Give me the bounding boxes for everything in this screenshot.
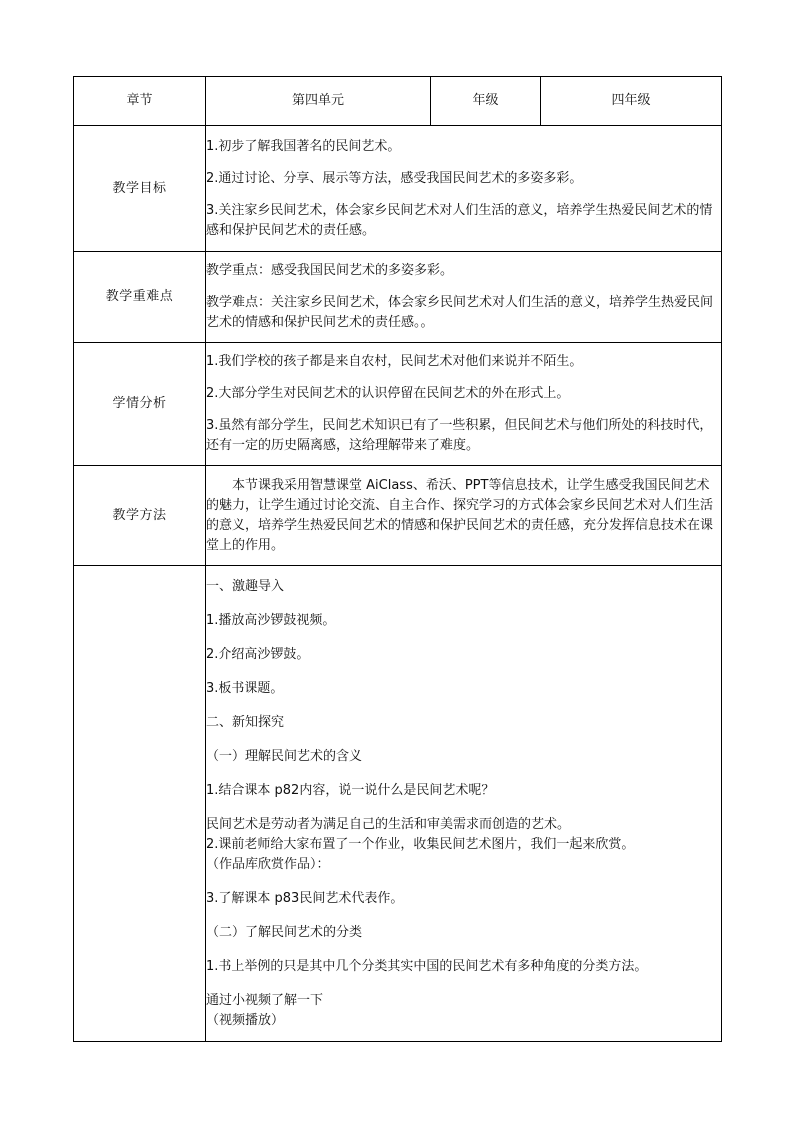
process-line: 一、激趣导入: [206, 578, 285, 594]
key-points-row: [74, 252, 722, 343]
goals-label: 教学目标: [74, 126, 206, 252]
chapter-label: 章节: [74, 77, 206, 126]
process-line: 1.书上举例的只是其中几个分类其实中国的民间艺术有多种角度的分类方法。: [206, 958, 648, 974]
process-line: （一）理解民间艺术的含义: [206, 748, 363, 764]
goal-item: 1.初步了解我国著名的民间艺术。: [206, 139, 401, 154]
lesson-plan-table: [73, 76, 722, 1042]
key-point-item: 教学难点：关注家乡民间艺术，体会家乡民间艺术对人们生活的意义，培养学生热爱民间艺术的情感和保护民间艺术的责任感。。: [206, 295, 714, 330]
method-text: 本节课我采用智慧课堂 AiClass、希沃、PPT等信息技术，让学生感受我国民间艺术的魅力，让学生通过讨论交流、自主合作、探究学习的方式体会家乡民间艺术对人们生活的意义，培养学生热爱民间艺术的情感和保护民间艺术的责任感，充分发挥信息技术在课堂上的作用。: [206, 477, 714, 553]
analysis-label: 学情分析: [74, 343, 206, 466]
analysis-item: 2.大部分学生对民间艺术的认识停留在民间艺术的外在形式上。: [206, 386, 570, 401]
process-line: 3.板书课题。: [206, 680, 284, 696]
grade-value: 四年级: [541, 77, 722, 126]
process-line: （视频播放）: [206, 1012, 285, 1028]
goals-content: [206, 126, 722, 252]
method-content: [206, 466, 722, 566]
analysis-item: 3.虽然有部分学生，民间艺术知识已有了一些积累，但民间艺术与他们所处的科技时代，还有一定的历史隔离感，这给理解带来了难度。: [206, 418, 713, 453]
analysis-item: 1.我们学校的孩子都是来自农村，民间艺术对他们来说并不陌生。: [206, 354, 583, 369]
method-label: 教学方法: [74, 466, 206, 566]
process-line: 通过小视频了解一下: [206, 992, 324, 1008]
grade-label: 年级: [431, 77, 541, 126]
header-row: [74, 77, 722, 126]
goal-item: 2.通过讨论、分享、展示等方法，感受我国民间艺术的多姿多彩。: [206, 171, 583, 186]
analysis-row: [74, 343, 722, 466]
chapter-value: 第四单元: [206, 77, 431, 126]
goal-item: 3.关注家乡民间艺术，体会家乡民间艺术对人们生活的意义，培养学生热爱民间艺术的情感和保护民间艺术的责任感。: [206, 203, 713, 238]
key-point-item: 教学重点：感受我国民间艺术的多姿多彩。: [206, 263, 454, 278]
process-line: 二、新知探究: [206, 714, 285, 730]
process-content: [206, 566, 722, 1042]
analysis-content: [206, 343, 722, 466]
process-line: （二）了解民间艺术的分类: [206, 924, 363, 940]
goals-row: [74, 126, 722, 252]
process-line: 民间艺术是劳动者为满足自己的生活和审美需求而创造的艺术。: [206, 816, 571, 832]
process-line: 1.结合课本 p82内容，说一说什么是民间艺术呢？: [206, 782, 495, 798]
key-points-content: [206, 252, 722, 343]
process-line: （作品库欣赏作品）：: [206, 856, 330, 872]
process-line: 1.播放高沙锣鼓视频。: [206, 612, 336, 628]
key-points-label: 教学重难点: [74, 252, 206, 343]
process-line: 3.了解课本 p83民间艺术代表作。: [206, 890, 404, 906]
process-row: [74, 566, 722, 1042]
process-line: 2.介绍高沙锣鼓。: [206, 646, 310, 662]
process-line: 2.课前老师给大家布置了一个作业，收集民间艺术图片，我们一起来欣赏。: [206, 836, 635, 852]
process-label: [74, 566, 206, 1042]
method-row: [74, 466, 722, 566]
